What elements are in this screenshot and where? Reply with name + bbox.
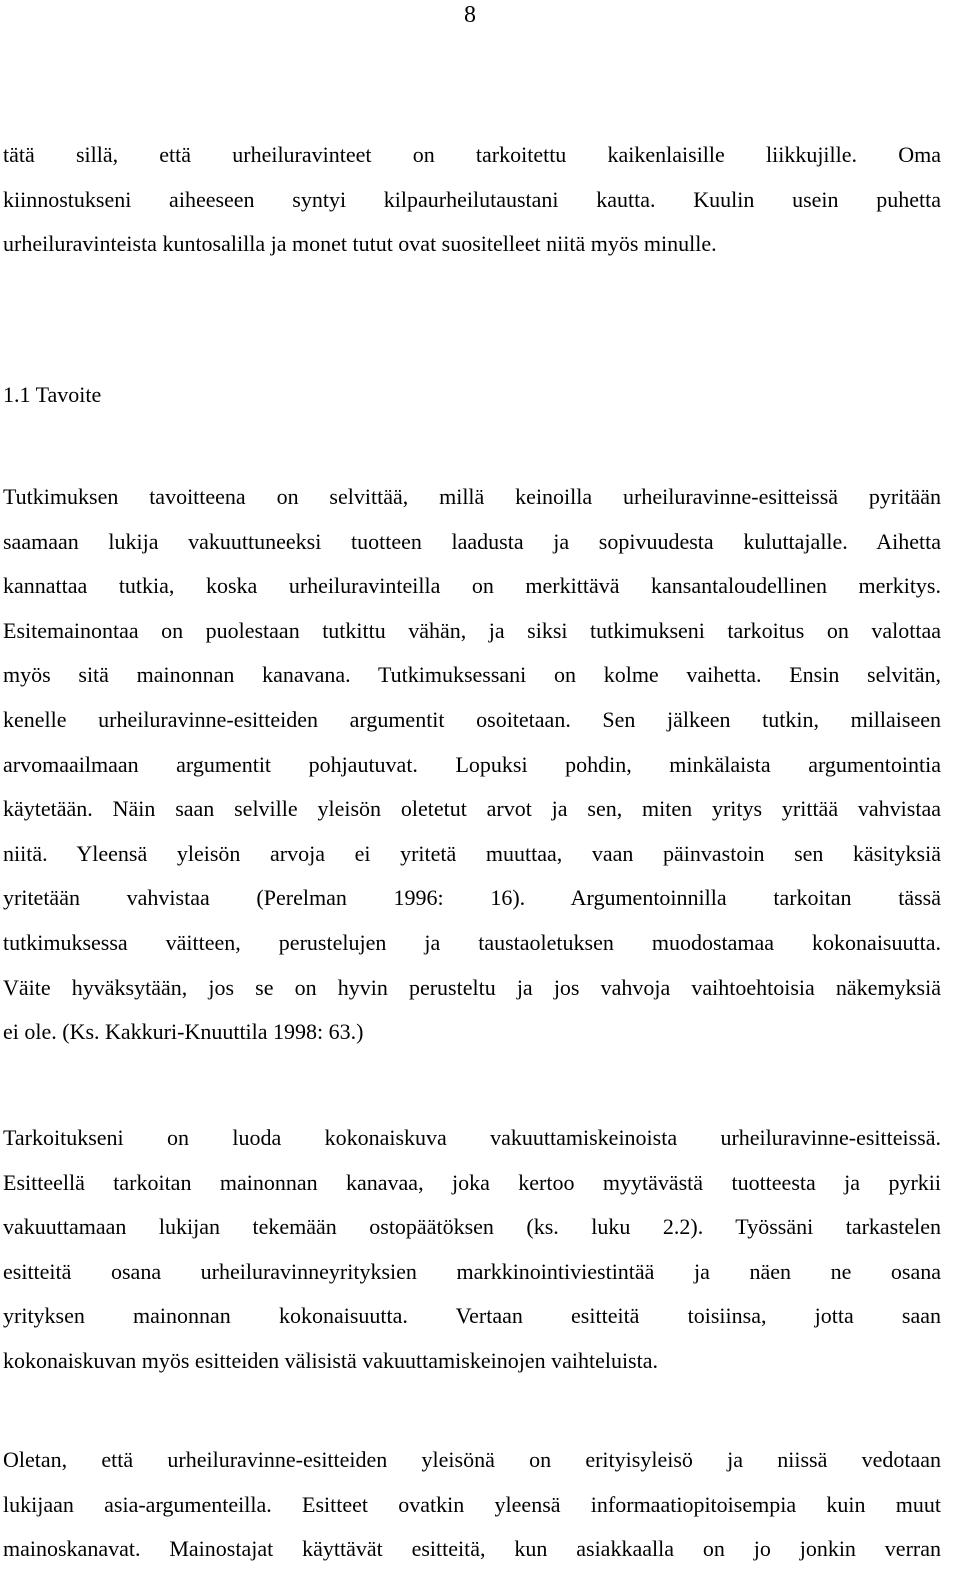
- text-line: kiinnostukseni aiheeseen syntyi kilpaurheilutaustani kautta. Kuulin usein puhetta: [3, 186, 941, 212]
- text-line: tutkimuksessa väitteen, perustelujen ja taustaoletuksen muodostamaa kokonaisuutta.: [3, 929, 941, 955]
- text-line: yrityksen mainonnan kokonaisuutta. Vertaan esitteitä toisiinsa, jotta saan: [3, 1303, 941, 1329]
- text-line: Esitteellä tarkoitan mainonnan kanavaa, joka kertoo myytävästä tuotteesta ja pyrkii: [3, 1169, 941, 1195]
- text-line: lukijaan asia-argumenteilla. Esitteet ovatkin yleensä informaatiopitoisempia kuin muut: [3, 1491, 941, 1517]
- text-line: kannattaa tutkia, koska urheiluravinteilla on merkittävä kansantaloudellinen merkitys.: [3, 573, 941, 599]
- section-heading: 1.1 Tavoite: [3, 382, 102, 407]
- page-number: 8: [464, 2, 476, 28]
- text-line: niitä. Yleensä yleisön arvoja ei yritetä muuttaa, vaan päinvastoin sen käsityksiä: [3, 840, 941, 866]
- text-line: yritetään vahvistaa (Perelman 1996: 16). Argumentoinnilla tarkoitan tässä: [3, 885, 941, 911]
- text-line: mainoskanavat. Mainostajat käyttävät esitteitä, kun asiakkaalla on jo jonkin verran: [3, 1536, 941, 1562]
- text-line: Esitemainontaa on puolestaan tutkittu vähän, ja siksi tutkimukseni tarkoitus on valottaa: [3, 617, 941, 643]
- text-line: esitteitä osana urheiluravinneyrityksien markkinointiviestintää ja näen ne osana: [3, 1258, 941, 1284]
- text-line: tätä sillä, että urheiluravinteet on tarkoitettu kaikenlaisille liikkujille. Oma: [3, 142, 941, 167]
- text-line: Tutkimuksen tavoitteena on selvittää, millä keinoilla urheiluravinne-esitteissä pyritään: [3, 484, 941, 509]
- paragraph-intro: [3, 133, 941, 267]
- text-line: käytetään. Näin saan selville yleisön oletetut arvot ja sen, miten yritys yrittää vahvistaa: [3, 796, 941, 822]
- text-line: arvomaailmaan argumentit pohjautuvat. Lopuksi pohdin, minkälaista argumentointia: [3, 751, 941, 777]
- text-line: Väite hyväksytään, jos se on hyvin perusteltu ja jos vahvoja vaihtoehtoisia näkemyksiä: [3, 974, 941, 1000]
- text-line: myös sitä mainonnan kanavana. Tutkimuksessani on kolme vaihetta. Ensin selvitän,: [3, 662, 941, 688]
- paragraph-purpose: [3, 1116, 941, 1384]
- text-line: kokonaiskuvan myös esitteiden välisistä vakuuttamiskeinojen vaihteluista.: [3, 1347, 658, 1373]
- text-line: vakuuttamaan lukijan tekemään ostopäätöksen (ks. luku 2.2). Työssäni tarkastelen: [3, 1214, 941, 1240]
- text-line: Oletan, että urheiluravinne-esitteiden yleisönä on erityisyleisö ja niissä vedotaan: [3, 1447, 941, 1472]
- text-line: urheiluravinteista kuntosalilla ja monet tutut ovat suositelleet niitä myös minulle.: [3, 231, 717, 257]
- text-line: Tarkoitukseni on luoda kokonaiskuva vakuuttamiskeinoista urheiluravinne-esitteissä.: [3, 1125, 941, 1150]
- text-line: saamaan lukija vakuuttuneeksi tuotteen laadusta ja sopivuudesta kuluttajalle. Aihetta: [3, 528, 941, 554]
- text-line: kenelle urheiluravinne-esitteiden argumentit osoitetaan. Sen jälkeen tutkin, millaiseen: [3, 706, 941, 732]
- paragraph-goal: [3, 475, 941, 1055]
- text-line: ei ole. (Ks. Kakkuri-Knuuttila 1998: 63.): [3, 1019, 364, 1045]
- paragraph-assumption: [3, 1438, 941, 1572]
